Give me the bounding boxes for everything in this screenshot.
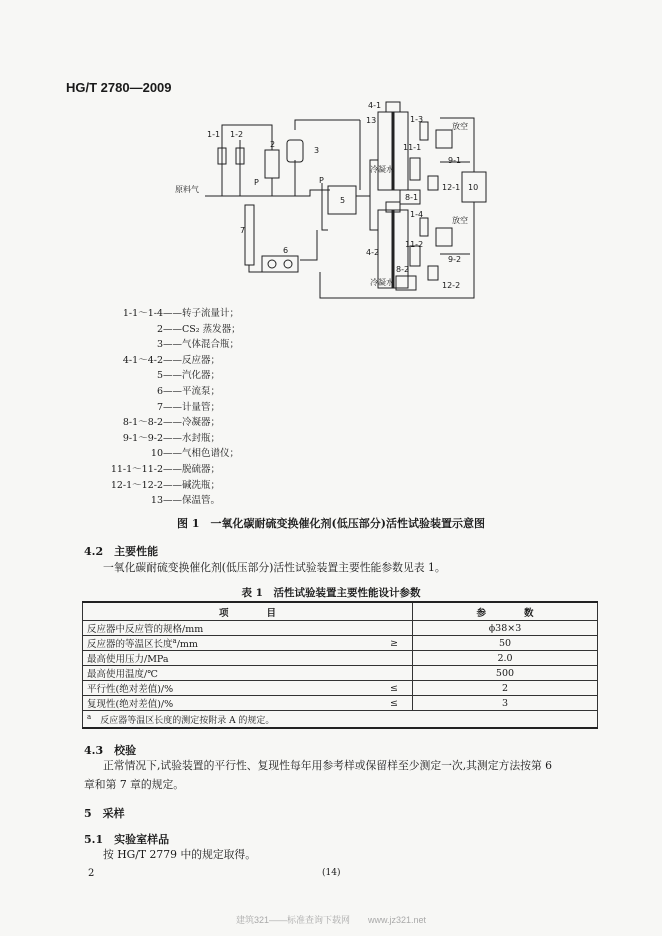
legend-item: 2—— CS₂ 蒸发器； [156, 323, 241, 335]
legend-item: 6—— 平流泵； [156, 385, 221, 397]
label-alkali-12-2: 12-2 [442, 281, 461, 290]
label-pressure-2: P [254, 178, 259, 187]
label-vaporizer: 5 [340, 196, 346, 205]
label-metering: 7 [240, 226, 246, 235]
desulfurizer-11-2-shape [410, 246, 420, 266]
label-desulfurizer-11-2: 11-2 [405, 240, 424, 249]
seal-bottle-9-2-shape [436, 228, 452, 246]
legend-item: 5—— 汽化器； [156, 370, 221, 382]
label-pump: 6 [283, 246, 289, 255]
table-caption: 表 1 活性试验装置主要性能设计参数 [241, 587, 421, 599]
legend-item: 10—— 气相色谱仪； [150, 448, 240, 460]
table-row: 平行性(绝对差值)/% ≤ 2 [83, 681, 598, 696]
table-header-item: 项 目 [83, 602, 413, 621]
label-coolant-1: 冷凝水 [370, 165, 394, 174]
apparatus-diagram [0, 0, 662, 310]
table-header-param: 参 数 [413, 602, 598, 621]
table-row: 反应器的等温区长度$^a$/mm ≥ 50 [83, 636, 598, 651]
legend-item: 7—— 计量管； [156, 401, 221, 413]
label-seal-9-2: 9-2 [448, 255, 462, 264]
section-5-1-heading: 5.1 实验室样品 [84, 833, 170, 846]
label-rotameter-1-3: 1-3 [410, 115, 424, 124]
mixer-line [295, 120, 360, 196]
legend-item: 1-1～1-4—— 转子流量计； [122, 308, 240, 319]
evaporator-shape [265, 150, 279, 178]
table-row: 最高使用压力/MPa 2.0 [83, 651, 598, 666]
alkali-bottle-12-1-shape [428, 176, 438, 190]
pump-shape [262, 256, 298, 272]
standard-number: HG/T 2780—2009 [66, 80, 172, 95]
section-4-3-text-1: 正常情况下,试验装置的平行性、复现性每年用参考样或保留样至少测定一次,其测定方法按第 6 [103, 759, 553, 772]
label-vent-1: 放空 [452, 122, 468, 131]
label-alkali-12-1: 12-1 [442, 183, 461, 192]
section-5-1-text: 按 HG/T 2779 中的规定取得。 [103, 848, 257, 861]
legend-item: 3—— 气体混合瓶； [156, 339, 240, 351]
figure-legend [82, 306, 241, 509]
seal-bottle-9-1-shape [436, 130, 452, 148]
label-coolant-2: 冷凝水 [370, 278, 394, 287]
label-rotameter-1-4: 1-4 [410, 210, 424, 219]
page-mark: (14) [322, 868, 341, 878]
label-insulation: 13 [366, 116, 377, 125]
legend-item: 9-1～9-2—— 水封瓶； [122, 432, 221, 444]
spec-table [82, 601, 598, 729]
section-4-2-heading: 4.2 主要性能 [84, 545, 159, 558]
label-pressure-1: P [319, 176, 324, 185]
legend-item: 8-1～8-2—— 冷凝器； [122, 417, 221, 429]
table-row: 复现性(绝对差值)/% ≤ 3 [83, 696, 598, 711]
rotameter-1-3-shape [420, 122, 428, 140]
page-number: 2 [88, 868, 95, 879]
table-footnote: $^a$ 反应器等温区长度的测定按附录 A 的规定。 [83, 711, 598, 729]
label-condenser-8-1: 8-1 [405, 193, 419, 202]
desulfurizer-11-1-shape [410, 158, 420, 180]
alkali-bottle-12-2-shape [428, 266, 438, 280]
feed-line [205, 190, 330, 196]
label-reactor-4-2: 4-2 [366, 248, 380, 257]
watermark: 建筑321——标准查询下载网 www.jz321.net [235, 915, 427, 925]
label-evaporator: 2 [270, 140, 276, 149]
figure-caption: 图 1 一氧化碳耐硫变换催化剂(低压部分)活性试验装置示意图 [177, 517, 485, 530]
label-condenser-8-2: 8-2 [396, 265, 410, 274]
section-5-heading: 5 采样 [84, 807, 125, 820]
label-feed-gas: 原料气 [175, 185, 199, 194]
label-vent-2: 放空 [452, 216, 468, 225]
label-rotameter-1-2: 1-2 [230, 130, 244, 139]
section-4-3-heading: 4.3 校验 [84, 744, 137, 757]
legend-item: 4-1～4-2—— 反应器； [122, 354, 221, 366]
section-4-3-text-2: 章和第 7 章的规定。 [84, 778, 185, 791]
label-desulfurizer-11-1: 11-1 [403, 143, 422, 152]
rotameter-1-4-shape [420, 218, 428, 236]
legend-item: 13—— 保温管。 [150, 495, 221, 507]
metering-tube-shape [245, 205, 254, 265]
legend-item: 12-1～12-2—— 碱洗瓶； [110, 479, 221, 491]
table-row: 最高使用温度/℃ 500 [83, 666, 598, 681]
section-4-2-text: 一氧化碳耐硫变换催化剂(低压部分)活性试验装置主要性能参数见表 1。 [103, 561, 446, 574]
table-row: 反应器中反应管的规格/mm ϕ38×3 [83, 621, 598, 636]
label-mixer: 3 [314, 146, 320, 155]
label-reactor-4-1: 4-1 [368, 101, 382, 110]
label-gc: 10 [468, 183, 479, 192]
label-seal-9-1: 9-1 [448, 156, 462, 165]
label-rotameter-1-1: 1-1 [207, 130, 221, 139]
legend-item: 11-1～11-2—— 脱硫器； [110, 463, 221, 475]
mixer-shape [287, 140, 303, 162]
